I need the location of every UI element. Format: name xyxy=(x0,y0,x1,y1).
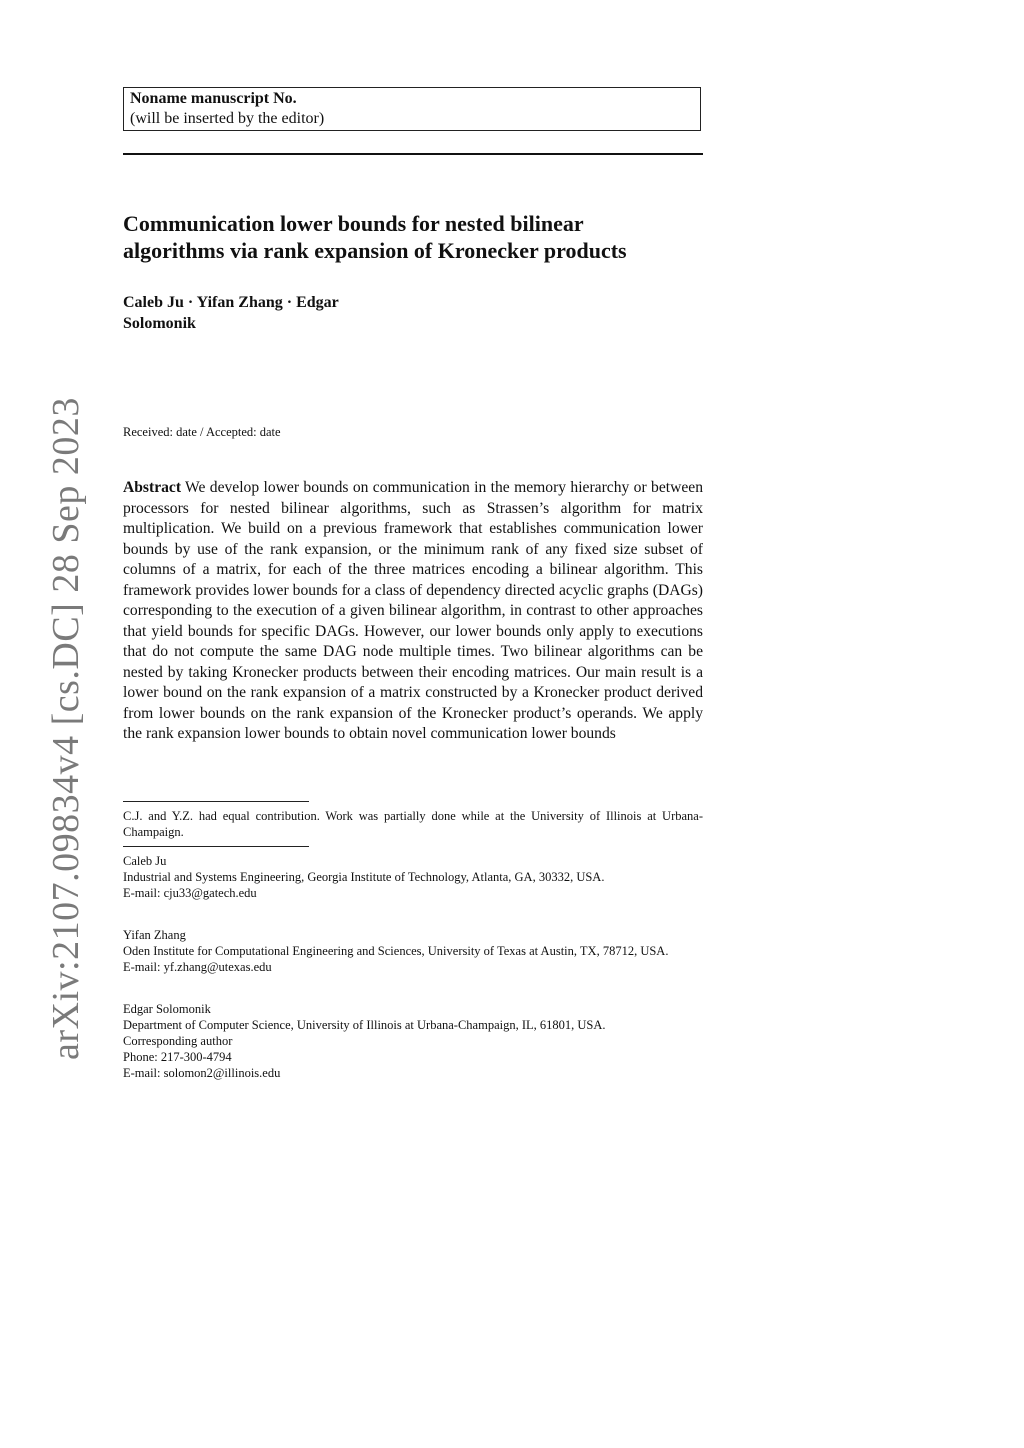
affiliation-ju xyxy=(123,853,703,901)
title-line-1: Communication lower bounds for nested bilinear xyxy=(123,211,584,236)
manuscript-label: Noname manuscript No. xyxy=(130,90,297,107)
author-phone: Phone: 217-300-4794 xyxy=(123,1050,232,1064)
title-line-2: algorithms via rank expansion of Kronecker products xyxy=(123,238,627,263)
affiliation-rule xyxy=(123,846,309,847)
footnote-rule xyxy=(123,801,309,802)
manuscript-box xyxy=(123,87,701,131)
author-name: Caleb Ju xyxy=(123,854,167,868)
author-email: E-mail: cju33@gatech.edu xyxy=(123,886,257,900)
abstract-label: Abstract xyxy=(123,479,182,496)
received-date: Received: date / Accepted: date xyxy=(123,425,281,439)
authors-line-1: Caleb Ju · Yifan Zhang · Edgar xyxy=(123,294,339,311)
author-email: E-mail: yf.zhang@utexas.edu xyxy=(123,960,272,974)
header-rule xyxy=(123,153,703,155)
author-address: Oden Institute for Computational Engineering and Sciences, University of Texas at Austin, TX, 78712, USA. xyxy=(123,944,669,958)
author-email: E-mail: solomon2@illinois.edu xyxy=(123,1066,281,1080)
author-address: Department of Computer Science, University of Illinois at Urbana-Champaign, IL, 61801, USA. xyxy=(123,1018,606,1032)
corresponding-author: Corresponding author xyxy=(123,1034,233,1048)
contribution-footnote: C.J. and Y.Z. had equal contribution. Work was partially done while at the University of Illinois at Urbana-Champaign. xyxy=(123,809,703,839)
author-name: Yifan Zhang xyxy=(123,928,186,942)
affiliation-solomonik xyxy=(123,1001,703,1081)
authors-line-2: Solomonik xyxy=(123,315,196,332)
paper-title xyxy=(123,210,723,264)
author-address: Industrial and Systems Engineering, Georgia Institute of Technology, Atlanta, GA, 30332, USA. xyxy=(123,870,605,884)
abstract xyxy=(123,478,703,745)
author-list xyxy=(123,292,453,334)
manuscript-note: (will be inserted by the editor) xyxy=(130,110,325,127)
abstract-text: We develop lower bounds on communication in the memory hierarchy or between processors for nested bilinear algorithms, such as Strassen’s algorithm for matrix multiplication. We build on a previous framework that establishes communication lower bounds by use of the rank expansion, or the minimum rank of any fixed size subset of columns of a matrix, for each of the three matrices encoding a bilinear algorithm. This framework provides lower bounds for a class of dependency directed acyclic graphs (DAGs) corresponding to the execution of a given bilinear algorithm, in contrast to other approaches that yield bounds for specific DAGs. However, our lower bounds only apply to executions that do not compute the same DAG node multiple times. Two bilinear algorithms can be nested by taking Kronecker products between their encoding matrices. Our main result is a lower bound on the rank expansion of a matrix constructed by a Kronecker product derived from lower bounds on the rank expansion of the Kronecker product’s operands. We apply the rank expansion lower bounds to obtain novel communication lower bounds xyxy=(123,479,703,742)
arxiv-identifier: arXiv:2107.09834v4 [cs.DC] 28 Sep 2023 xyxy=(45,397,87,1060)
affiliation-zhang xyxy=(123,927,703,975)
author-name: Edgar Solomonik xyxy=(123,1002,211,1016)
